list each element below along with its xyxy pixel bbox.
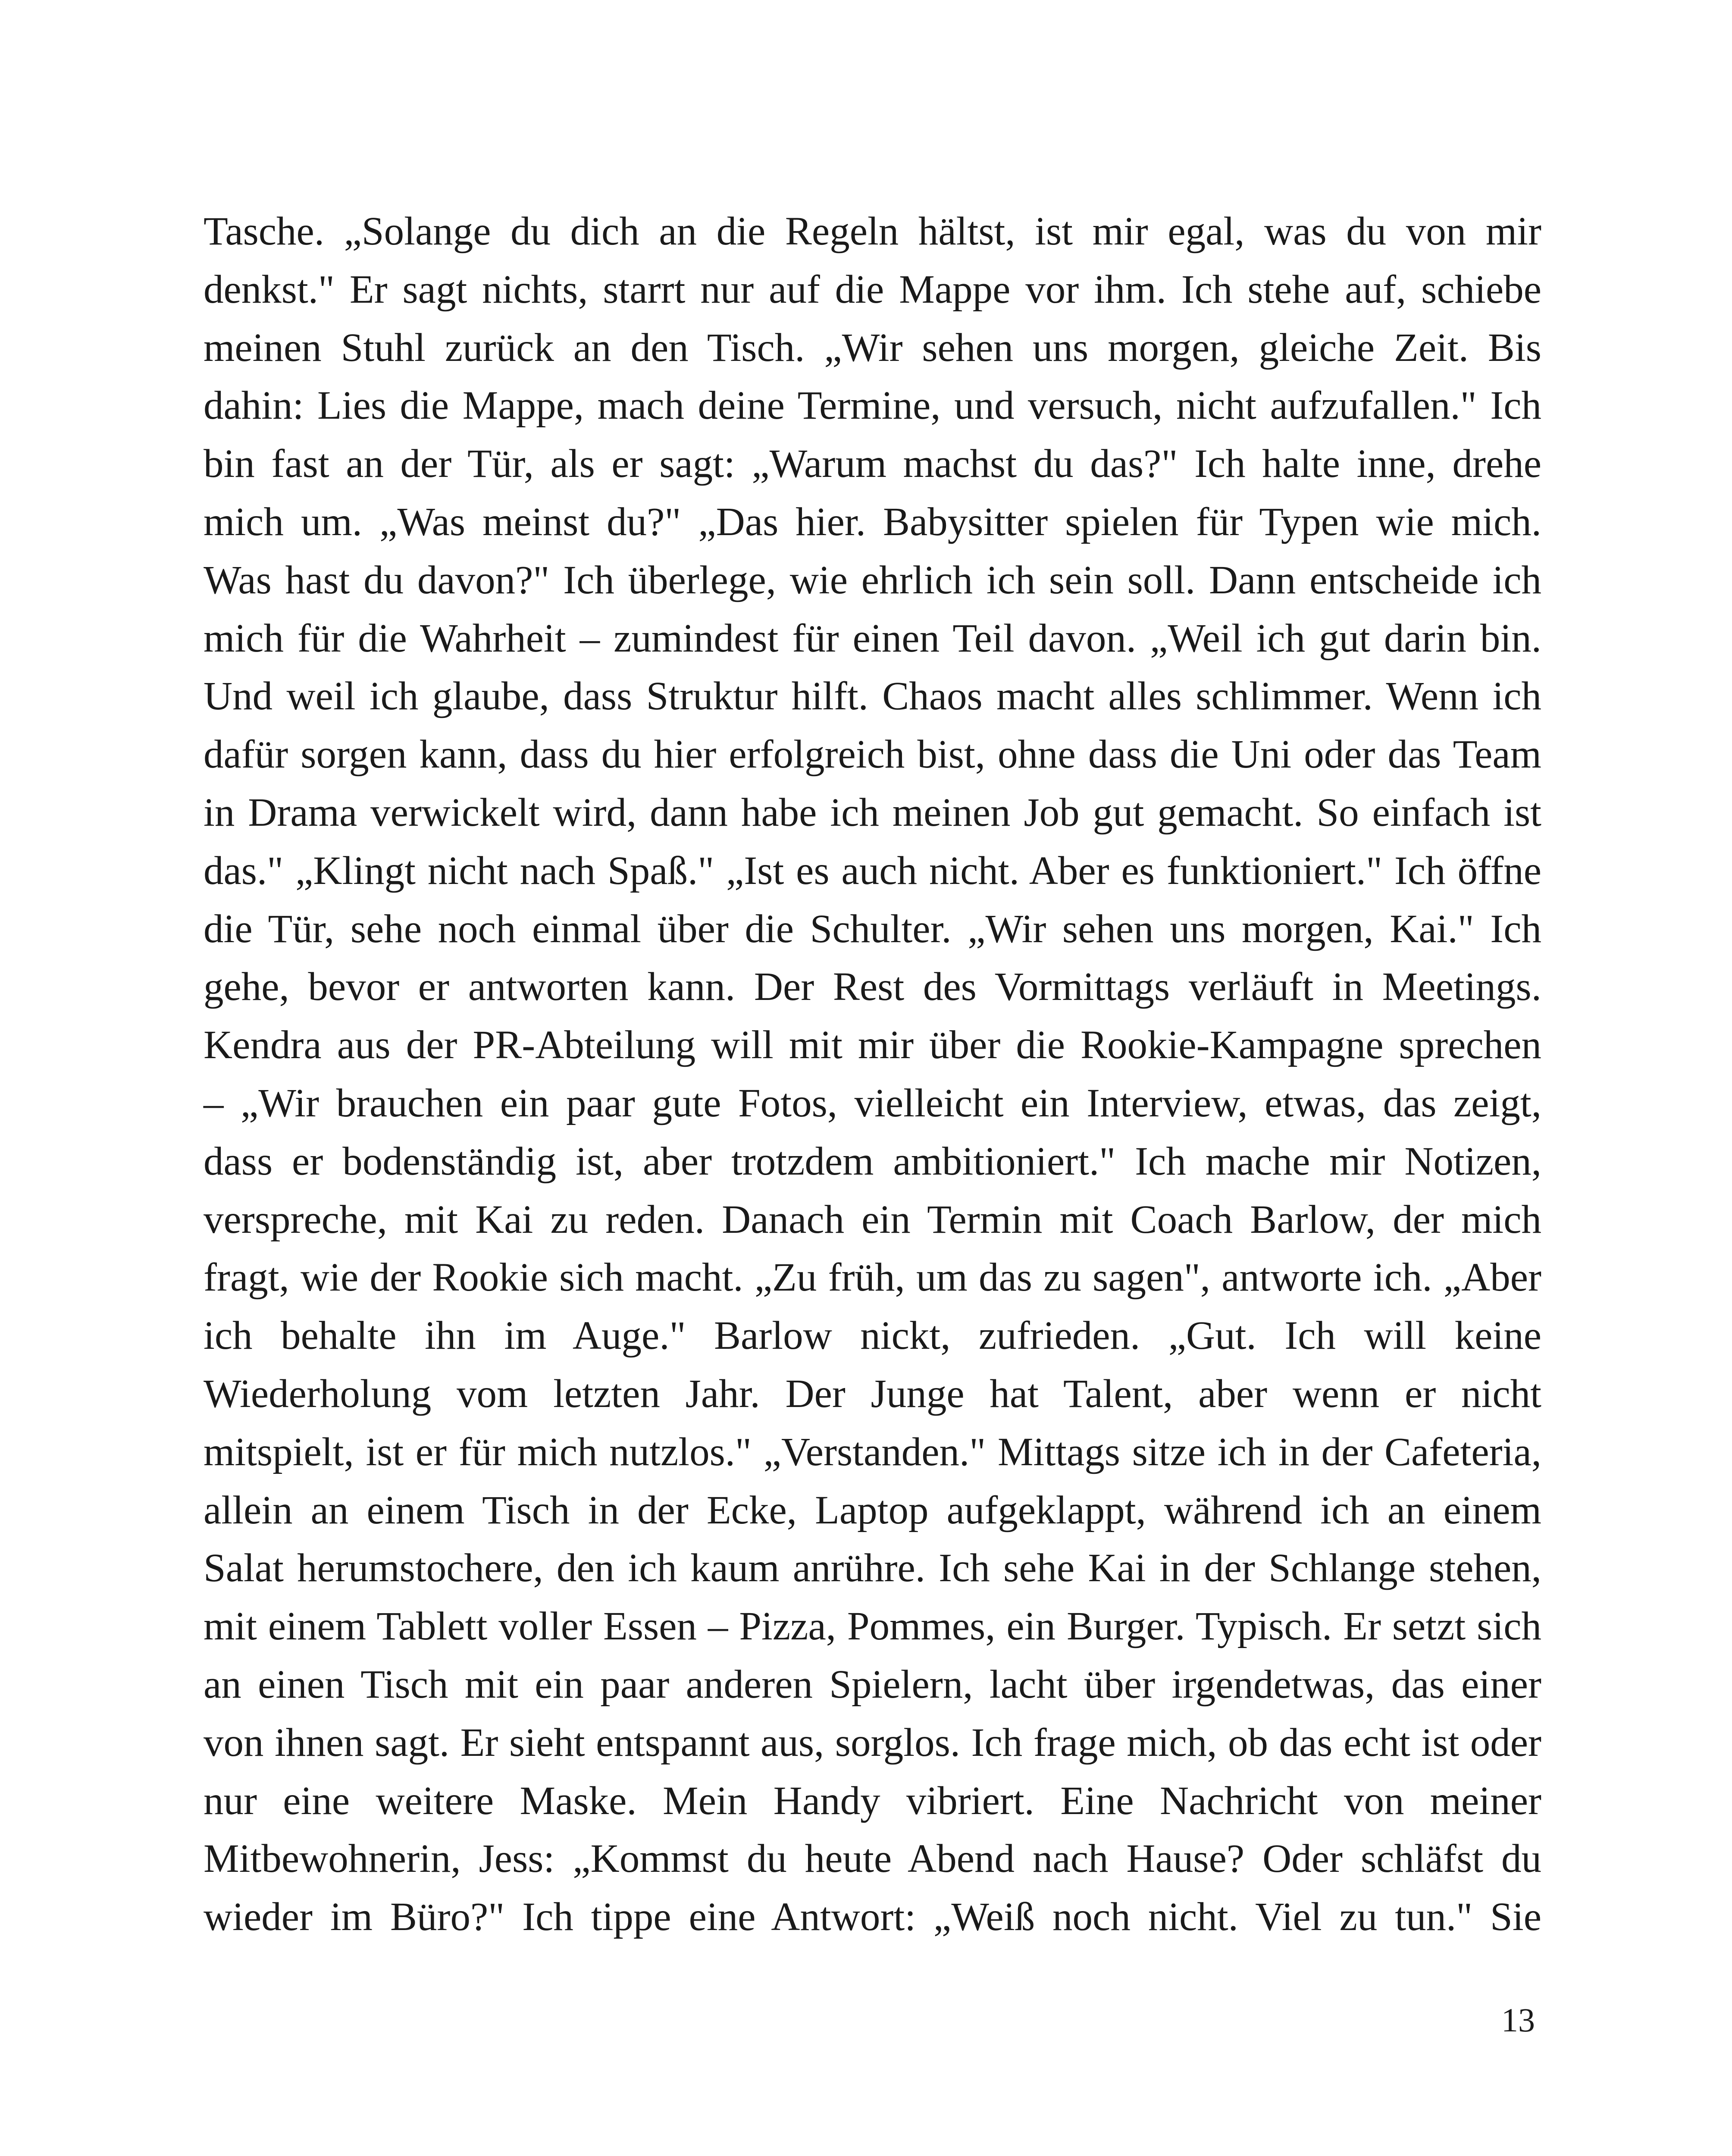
text-line: denkst." Er sagt nichts, starrt nur auf die Mappe vor ihm. Ich stehe auf, schiebe	[204, 267, 1541, 312]
text-line: ich behalte ihn im Auge." Barlow nickt, zufrieden. „Gut. Ich will keine	[204, 1313, 1541, 1358]
text-line: gehe, bevor er antworten kann. Der Rest des Vormittags verläuft in Meetings.	[204, 965, 1541, 1009]
text-line: wieder im Büro?" Ich tippe eine Antwort: „Weiß noch nicht. Viel zu tun." Sie	[204, 1895, 1541, 1940]
text-line: fragt, wie der Rookie sich macht. „Zu früh, um das zu sagen", antworte ich. „Aber	[204, 1255, 1541, 1300]
text-line: die Tür, sehe noch einmal über die Schulter. „Wir sehen uns morgen, Kai." Ich	[204, 906, 1541, 951]
text-line: Mitbewohnerin, Jess: „Kommst du heute Abend nach Hause? Oder schläfst du	[204, 1836, 1541, 1881]
text-line: an einen Tisch mit ein paar anderen Spielern, lacht über irgendetwas, das einer	[204, 1662, 1541, 1707]
text-line: das." „Klingt nicht nach Spaß." „Ist es auch nicht. Aber es funktioniert." Ich öffne	[204, 848, 1541, 893]
page-number: 13	[1501, 2001, 1535, 2039]
text-line: Wiederholung vom letzten Jahr. Der Junge hat Talent, aber wenn er nicht	[204, 1371, 1541, 1416]
text-line: Kendra aus der PR-Abteilung will mit mir über die Rookie-Kampagne sprechen	[204, 1023, 1541, 1068]
text-line: meinen Stuhl zurück an den Tisch. „Wir sehen uns morgen, gleiche Zeit. Bis	[204, 325, 1541, 370]
text-line: von ihnen sagt. Er sieht entspannt aus, sorglos. Ich frage mich, ob das echt ist oder	[204, 1720, 1541, 1765]
text-line: Tasche. „Solange du dich an die Regeln hältst, ist mir egal, was du von mir	[204, 209, 1541, 254]
text-line: dafür sorgen kann, dass du hier erfolgreich bist, ohne dass die Uni oder das Team	[204, 732, 1541, 777]
text-line: mitspielt, ist er für mich nutzlos." „Verstanden." Mittags sitze ich in der Cafeteria,	[204, 1429, 1541, 1474]
text-line: dahin: Lies die Mappe, mach deine Termine, und versuch, nicht aufzufallen." Ich	[204, 383, 1541, 428]
text-line: verspreche, mit Kai zu reden. Danach ein Termin mit Coach Barlow, der mich	[204, 1197, 1541, 1242]
text-line: dass er bodenständig ist, aber trotzdem ambitioniert." Ich mache mir Notizen,	[204, 1139, 1541, 1184]
text-line: mit einem Tablett voller Essen – Pizza, Pommes, ein Burger. Typisch. Er setzt sich	[204, 1604, 1541, 1649]
text-line: in Drama verwickelt wird, dann habe ich meinen Job gut gemacht. So einfach ist	[204, 790, 1541, 835]
text-line: Und weil ich glaube, dass Struktur hilft. Chaos macht alles schlimmer. Wenn ich	[204, 674, 1541, 719]
text-line: – „Wir brauchen ein paar gute Fotos, vielleicht ein Interview, etwas, das zeigt,	[204, 1081, 1541, 1125]
text-line: mich für die Wahrheit – zumindest für einen Teil davon. „Weil ich gut darin bin.	[204, 616, 1541, 661]
text-line: nur eine weitere Maske. Mein Handy vibriert. Eine Nachricht von meiner	[204, 1778, 1541, 1823]
text-line: Was hast du davon?" Ich überlege, wie ehrlich ich sein soll. Dann entscheide ich	[204, 558, 1541, 602]
text-line: allein an einem Tisch in der Ecke, Laptop aufgeklappt, während ich an einem	[204, 1488, 1541, 1532]
text-line: mich um. „Was meinst du?" „Das hier. Babysitter spielen für Typen wie mich.	[204, 499, 1541, 544]
body-text	[204, 203, 1541, 1946]
text-line: Salat herumstochere, den ich kaum anrühre. Ich sehe Kai in der Schlange stehen,	[204, 1546, 1541, 1591]
text-line: bin fast an der Tür, als er sagt: „Warum machst du das?" Ich halte inne, drehe	[204, 442, 1541, 486]
